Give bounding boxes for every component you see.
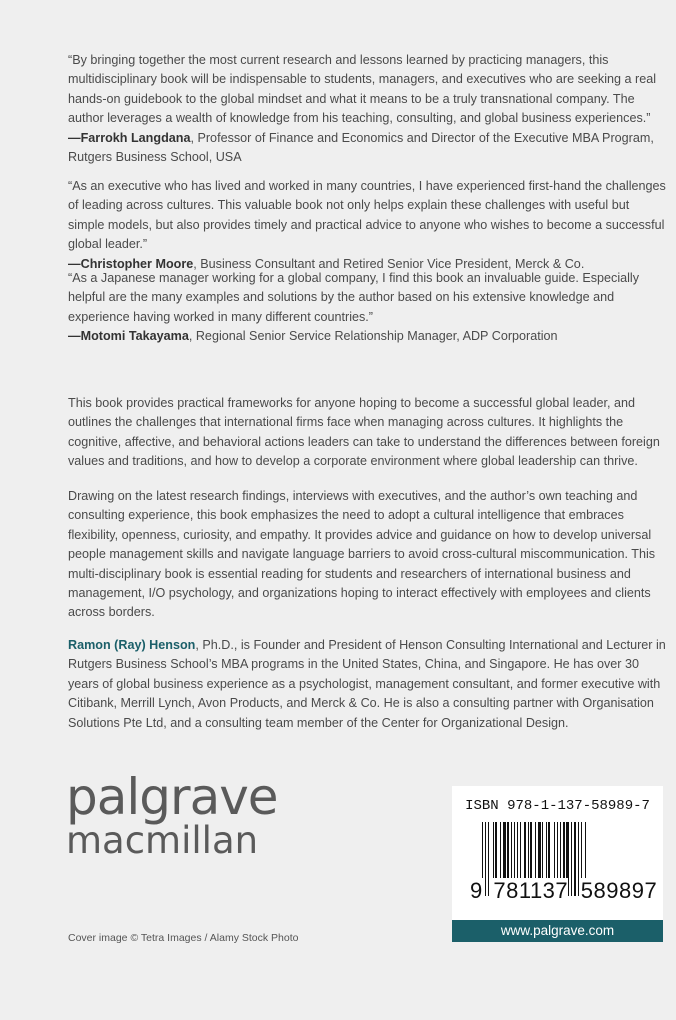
publisher-url[interactable]: www.palgrave.com: [452, 920, 663, 942]
barcode-digit-first: 9: [470, 878, 483, 903]
isbn-label: ISBN 978-1-137-58989-7: [465, 798, 650, 814]
quote-author: —Motomi Takayama: [68, 329, 189, 344]
barcode-digits-group2: 589897: [580, 878, 658, 903]
description-paragraph: [68, 487, 666, 623]
description-paragraph: [68, 394, 666, 472]
isbn-barcode: [452, 786, 663, 920]
author-name: Ramon (Ray) Henson: [68, 638, 196, 652]
quote-author: —Christopher Moore: [68, 256, 194, 271]
logo-macmillan: macmillan: [66, 819, 259, 862]
quote-text: “By bringing together the most current research and lessons learned by practicing managers, this multidisciplinary book will be indispensable to students, managers, and executives who are seeking a real hands-on guidebook to the global mindset and what it means to be a truly transnational company. The author leverages a wealth of knowledge from his teaching, consulting, and global business experiences.”: [68, 53, 657, 126]
logo-palgrave: palgrave: [66, 768, 278, 826]
publisher-logo: [66, 768, 278, 862]
endorsement-quote: [68, 177, 666, 274]
quote-author-role: , Regional Senior Service Relationship Manager, ADP Corporation: [188, 329, 558, 344]
endorsement-quote: [68, 269, 666, 347]
barcode-digits-group1: 781137: [493, 878, 569, 903]
description-text: This book provides practical frameworks for anyone hoping to become a successful global leader, and outlines the challenges that international firms face when managing across cultures. It highlights the cognitive, affective, and behavioral actions leaders can take to understand the differences between foreign values and traditions, and how to develop a corporate environment where global leadership can thrive.: [68, 396, 660, 469]
author-bio: [68, 636, 666, 733]
author-bio-text: , Ph.D., is Founder and President of Henson Consulting International and Lecturer in Rutgers Business School’s MBA programs in the United States, China, and Singapore. He has over 30 years of global business experience as a psychologist, management consultant, and former executive with Citibank, Merrill Lynch, Avon Products, and Merck & Co. He is also a consulting partner with Organisation Solutions Pte Ltd, and a consulting team member of the Center for Organizational Design.: [68, 638, 666, 730]
quote-author-role: , Business Consultant and Retired Senior Vice President, Merck & Co.: [193, 256, 585, 271]
cover-credit: Cover image © Tetra Images / Alamy Stock Photo: [68, 932, 299, 944]
quote-text: “As an executive who has lived and worked in many countries, I have experienced first-hand the challenges of leading across cultures. This valuable book not only helps explain these challenges with useful but simple models, but also provides timely and practical advice to anyone who wishes to become a successful global leader.”: [68, 179, 666, 252]
quote-text: “As a Japanese manager working for a global company, I find this book an invaluable guide. Especially helpful are the many examples and solutions by the author based on his extensive knowledge and experience having worked in many different countries.”: [68, 271, 640, 324]
description-text: Drawing on the latest research findings, interviews with executives, and the author’s own teaching and consulting experience, this book emphasizes the need to adopt a cultural intelligence that embraces flexibility, openness, curiosity, and empathy. It provides advice and guidance on how to develop universal people management skills and navigate language barriers to avoid cross-cultural miscommunication. This multi-disciplinary book is essential reading for students and researchers of international business and management, I/O psychology, and organizations hoping to interact effectively with employees and clients across borders.: [68, 489, 656, 620]
barcode-digits: [470, 878, 657, 904]
quote-author: —Farrokh Langdana: [68, 130, 191, 145]
quote-author-role: , Professor of Finance and Economics and Director of the Executive MBA Program, Rutgers Business School, USA: [68, 130, 654, 165]
endorsement-quote: [68, 51, 666, 167]
